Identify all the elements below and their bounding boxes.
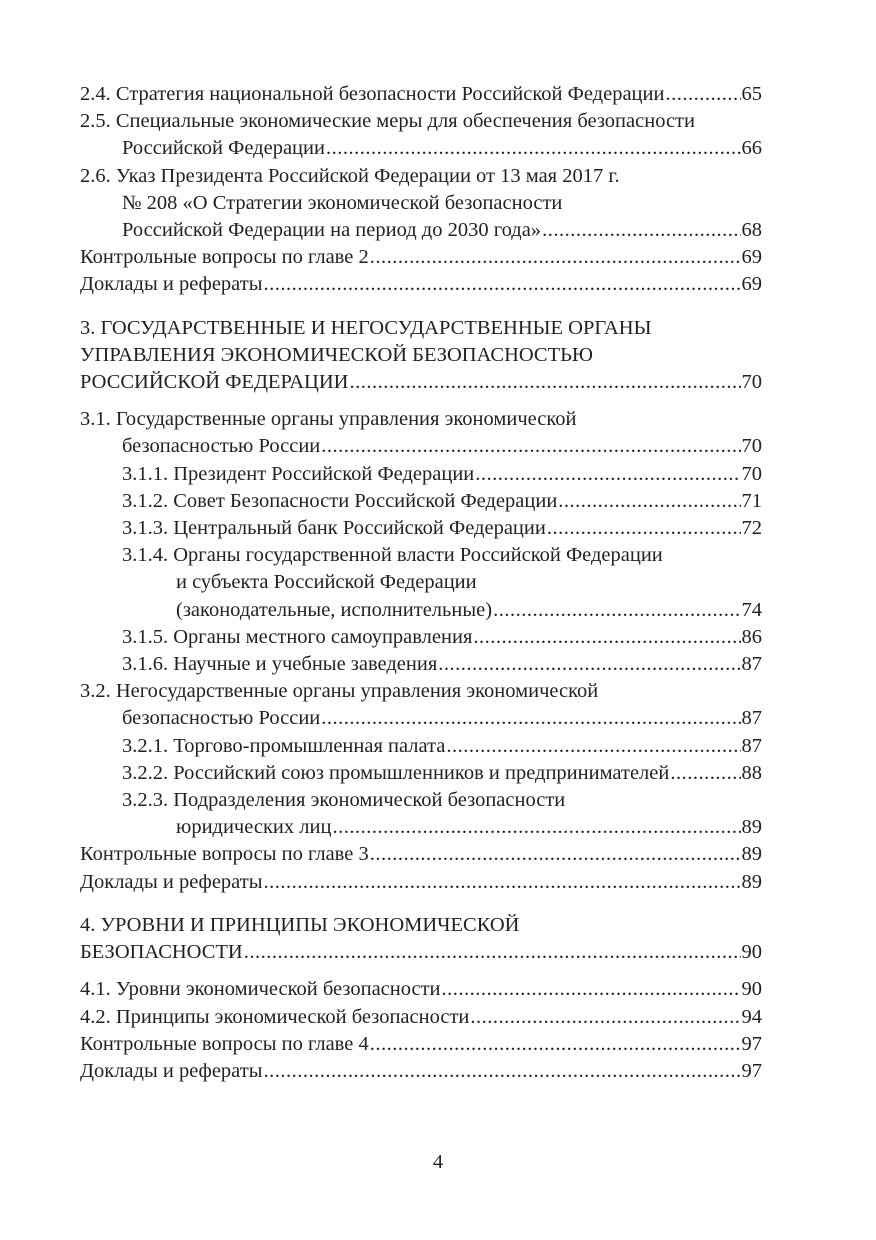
toc-entry-3-2 (80, 678, 762, 732)
toc-entry-title: 2.4. Стратегия национальной безопасности Российской Федерации (80, 83, 665, 105)
toc-chapter-title-cont: БЕЗОПАСНОСТИ (80, 941, 243, 964)
toc-leader (558, 488, 740, 515)
toc-page-number: 70 (741, 435, 762, 458)
toc-leader (473, 624, 740, 651)
toc-leader (442, 976, 741, 1003)
toc-leader (321, 705, 740, 732)
toc-page-number: 70 (741, 371, 762, 394)
toc-entry-title: 4.2. Принципы экономической безопасности (80, 1005, 470, 1028)
toc-entry-title: 4.1. Уровни экономической безопасности (80, 978, 441, 1001)
toc-page-number: 65 (741, 83, 762, 105)
toc-leader (547, 515, 741, 542)
toc-chapter-title-cont: УПРАВЛЕНИЯ ЭКОНОМИЧЕСКОЙ БЕЗОПАСНОСТЬЮ (80, 343, 593, 366)
toc-entry-title-cont: № 208 «О Стратегии экономической безопасности (122, 191, 563, 214)
toc-entry-title-cont: Российской Федерации (122, 137, 325, 160)
toc-entry-2-5 (80, 108, 762, 162)
toc-entry-reports-2 (80, 271, 762, 298)
toc-entry-3-1-5 (80, 624, 762, 651)
toc-entry-title: 2.6. Указ Президента Российской Федерации от 13 мая 2017 г. (80, 164, 620, 187)
toc-entry-title: Доклады и рефераты (80, 1059, 263, 1082)
toc-entry-4-2 (80, 1004, 762, 1031)
toc-leader (370, 244, 741, 271)
toc-page-number: 89 (741, 816, 762, 839)
toc-entry-4-1 (80, 976, 762, 1003)
toc-leader (670, 760, 740, 787)
toc-page-number: 87 (741, 653, 762, 676)
toc-leader (493, 597, 740, 624)
toc-entry-title-cont: безопасностью России (122, 707, 321, 730)
toc-entry-3-2-3 (80, 787, 762, 841)
toc-entry-title: 3.1. Государственные органы управления экономической (80, 408, 577, 431)
toc-page-number: 66 (741, 137, 762, 160)
toc-leader (263, 271, 740, 298)
toc-entry-3-2-1 (80, 733, 762, 760)
toc-entry-title: 3.1.2. Совет Безопасности Российской Федерации (122, 489, 558, 512)
toc-leader (321, 433, 740, 460)
toc-entry-title: Контрольные вопросы по главе 2 (80, 246, 369, 269)
toc-entry-title: 3.1.6. Научные и учебные заведения (122, 653, 438, 676)
toc-leader (470, 1004, 740, 1031)
toc-leader (542, 217, 740, 244)
toc-entry-title: 3.2.3. Подразделения экономической безопасности (122, 789, 566, 812)
toc-entry-3-1-2 (80, 488, 762, 515)
toc-page-number: 87 (741, 734, 762, 757)
toc-page-number: 72 (741, 517, 762, 540)
toc-entry-3-1-6 (80, 651, 762, 678)
toc-entry-3-1-4 (80, 542, 762, 624)
toc-page-number: 90 (741, 941, 762, 964)
toc-leader (263, 869, 740, 896)
toc-page-number: 69 (741, 246, 762, 269)
toc-leader (370, 841, 741, 868)
toc-entry-title: 3.2.2. Российский союз промышленников и предпринимателей (122, 761, 670, 784)
toc-entry-title-cont: безопасностью России (122, 435, 321, 458)
toc-page-number: 94 (741, 1005, 762, 1028)
toc-entry-title: 3.2. Негосударственные органы управления экономической (80, 680, 599, 703)
toc-entry-title-cont: Российской Федерации на период до 2030 года» (122, 219, 542, 242)
toc-entry-title: 3.1.5. Органы местного самоуправления (122, 625, 473, 648)
toc-entry-3-2-2 (80, 760, 762, 787)
toc-entry-title: 3.1.4. Органы государственной власти Российской Федерации (122, 544, 663, 567)
toc-entry-title: 3.1.1. Президент Российской Федерации (122, 462, 475, 485)
toc-entry-2-6 (80, 163, 762, 245)
toc-entry-title: Доклады и рефераты (80, 870, 263, 893)
toc-entry-title: 3.2.1. Торгово-промышленная палата (122, 734, 446, 757)
toc-page-number: 97 (741, 1032, 762, 1055)
toc-entry-questions-4 (80, 1031, 762, 1058)
toc-leader (438, 651, 740, 678)
toc-page-number: 69 (741, 273, 762, 296)
toc-entry-title-cont: (законодательные, исполнительные) (176, 598, 493, 621)
toc-leader (446, 733, 740, 760)
toc-chapter-title: 4. УРОВНИ И ПРИНЦИПЫ ЭКОНОМИЧЕСКОЙ (80, 913, 520, 936)
toc-entry-3-1-1 (80, 461, 762, 488)
toc-entry-3-1-3 (80, 515, 762, 542)
toc-page-number: 71 (741, 489, 762, 512)
toc-entry-title: 2.5. Специальные экономические меры для обеспечения безопасности (80, 110, 695, 133)
toc-entry-title-cont: юридических лиц (176, 816, 332, 839)
toc-entry-reports-4 (80, 1058, 762, 1085)
toc-entry-reports-3 (80, 869, 762, 896)
toc-chapter-title: 3. ГОСУДАРСТВЕННЫЕ И НЕГОСУДАРСТВЕННЫЕ ОРГАНЫ (80, 316, 652, 339)
toc-entry-3-1 (80, 406, 762, 460)
toc-page-number: 87 (741, 707, 762, 730)
toc-page-number: 68 (741, 219, 762, 242)
toc-chapter-4 (80, 912, 762, 966)
table-of-contents (80, 81, 762, 1085)
toc-page-number: 90 (741, 978, 762, 1001)
toc-entry-2-4 (80, 81, 762, 108)
toc-leader (665, 81, 740, 108)
toc-page-number: 89 (741, 870, 762, 893)
toc-entry-questions-2 (80, 244, 762, 271)
toc-page-number: 88 (741, 761, 762, 784)
toc-chapter-title-cont: РОССИЙСКОЙ ФЕДЕРАЦИИ (80, 371, 349, 394)
toc-entry-title: Контрольные вопросы по главе 3 (80, 843, 369, 866)
toc-leader (263, 1058, 740, 1085)
toc-entry-title-cont: и субъекта Российской Федерации (176, 571, 477, 594)
toc-entry-title: Доклады и рефераты (80, 273, 263, 296)
toc-entry-title: Контрольные вопросы по главе 4 (80, 1032, 369, 1055)
toc-page-number: 70 (741, 462, 762, 485)
toc-leader (349, 369, 740, 396)
toc-leader (370, 1031, 741, 1058)
page-number: 4 (432, 1151, 444, 1173)
toc-page-number: 97 (741, 1059, 762, 1082)
toc-page-number: 86 (741, 625, 762, 648)
toc-page-number: 89 (741, 843, 762, 866)
toc-page-number: 74 (741, 598, 762, 621)
toc-leader (326, 135, 741, 162)
toc-leader (475, 461, 740, 488)
toc-entry-title: 3.1.3. Центральный банк Российской Федерации (122, 517, 546, 540)
toc-entry-questions-3 (80, 841, 762, 868)
toc-leader (244, 939, 741, 966)
toc-chapter-3 (80, 315, 762, 397)
toc-leader (332, 814, 740, 841)
